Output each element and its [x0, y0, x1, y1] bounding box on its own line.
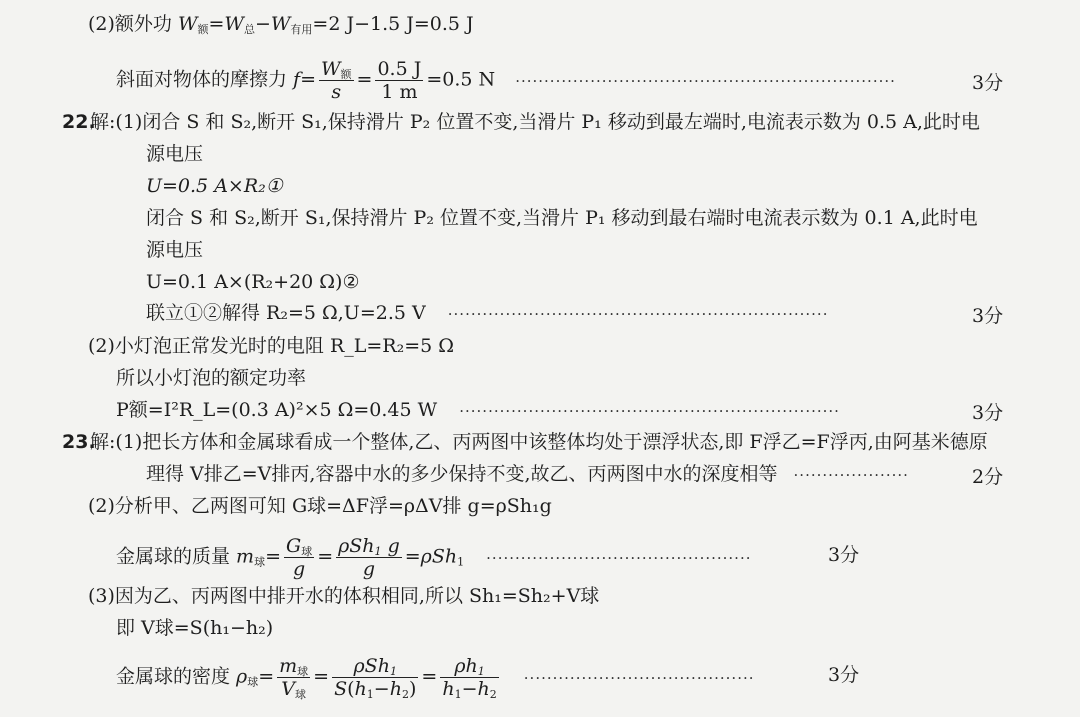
mass-label: 金属球的质量 [116, 545, 237, 568]
q22-line-10: P额=I²R_L=(0.3 A)²×5 Ω=0.45 W ·································································· [116, 399, 840, 421]
extra-work-line: (2)额外功 $W_额=W_总-W_{有用}=2$ J−1.5 J=0.5 J [88, 13, 474, 36]
score-23-1: 2分 [972, 466, 1004, 488]
score-22-1: 3分 [972, 305, 1004, 327]
q22-line-7: 联立①②解得 R₂=5 Ω,U=2.5 V ·································································· [146, 302, 829, 324]
q23-line-3: (2)分析甲、乙两图可知 G球=ΔF浮=ρΔV排 g=ρSh₁g [88, 495, 552, 517]
q22-line-8: (2)小灯泡正常发光时的电阻 R_L=R₂=5 Ω [88, 335, 455, 357]
score-23-2: 3分 [828, 544, 860, 566]
score-friction: 3分 [972, 72, 1004, 94]
friction-frac-den: 1 m [381, 81, 418, 103]
extra-work-value: =2 J−1.5 J=0.5 J [312, 13, 474, 35]
q22-line-3: U=0.5 A×R₂① [146, 175, 283, 197]
q23-line-5: (3)因为乙、丙两图中排开水的体积相同,所以 Sh₁=Sh₂+V球 [88, 585, 600, 607]
friction-label: 斜面对物体的摩擦力 [116, 68, 294, 91]
extra-work-label: (2)额外功 [88, 13, 178, 35]
question-22-number: 22. [62, 111, 96, 133]
q23-line-4: 金属球的质量 $m_球=$ $\frac{G_球}{g}$ = $\frac{\rho Sh_1 g}{g}$ =ρSh$_1$ ·············································· [116, 535, 752, 580]
q22-line-5: 源电压 [146, 239, 204, 261]
q22-result: 联立①②解得 R₂=5 Ω,U=2.5 V [146, 302, 426, 324]
q22-power: P额=I²R_L=(0.3 A)²×5 Ω=0.45 W [116, 399, 438, 421]
friction-value: =0.5 N [426, 68, 496, 91]
q23-line-1: 解:(1)把长方体和金属球看成一个整体,乙、丙两图中该整体均处于漂浮状态,即 F浮乙=F浮丙,由阿基米德原 [90, 431, 988, 453]
q23-reason: 理得 V排乙=V排丙,容器中水的多少保持不变,故乙、丙两图中水的深度相等 [146, 463, 778, 485]
score-23-3: 3分 [828, 664, 860, 686]
score-22-2: 3分 [972, 402, 1004, 424]
q23-line-7: 金属球的密度 $\rho_球=$ $\frac{m_球}{V_球}$ = $\frac{\rho Sh_1}{S(h_1-h_2)}$ = $\frac{\rho h_1}{h_1-h_2}$ ········································ [116, 655, 755, 701]
q23-line-2: 理得 V排乙=V排丙,容器中水的多少保持不变,故乙、丙两图中水的深度相等 ···················· [146, 463, 909, 485]
question-23-number: 23. [62, 431, 96, 453]
q22-line-4: 闭合 S 和 S₂,断开 S₁,保持滑片 P₂ 位置不变,当滑片 P₁ 移动到最右端时电流表示数为 0.1 A,此时电 [146, 207, 978, 229]
q23-line-6: 即 V球=S(h₁−h₂) [116, 617, 274, 639]
density-label: 金属球的密度 [116, 665, 237, 688]
friction-line: 斜面对物体的摩擦力 f= $\frac{W_额}{s}$ = $\frac{0.5 J}{1 m}$ =0.5 N ·································································· [116, 58, 896, 103]
q22-line-1: 解:(1)闭合 S 和 S₂,断开 S₁,保持滑片 P₂ 位置不变,当滑片 P₁ 移动到最左端时,电流表示数为 0.5 A,此时电 [90, 111, 980, 133]
friction-frac-num: 0.5 J [377, 58, 422, 80]
q22-line-9: 所以小灯泡的额定功率 [116, 367, 307, 389]
q22-line-2: 源电压 [146, 143, 204, 165]
q22-line-6: U=0.1 A×(R₂+20 Ω)② [146, 271, 360, 293]
